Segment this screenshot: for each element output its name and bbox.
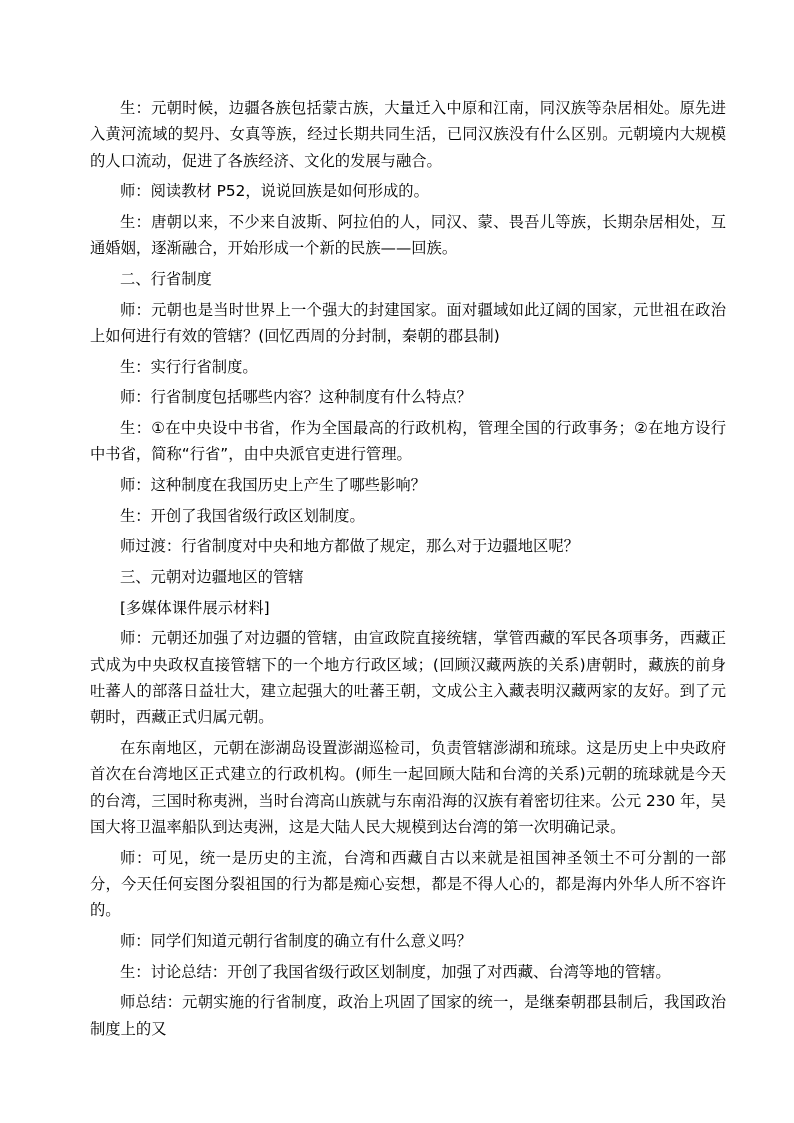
paragraph-7: 师：行省制度包括哪些内容？这种制度有什么特点？ [120,388,472,407]
section-heading-3: 三、元朝对边疆地区的管辖 [120,568,304,587]
paragraph-18: 生：讨论总结：开创了我国省级行政区划制度，加强了对西藏、台湾等地的管辖。 [120,962,671,981]
paragraph-8: 生：①在中央设中书省，作为全国最高的行政机构，管理全国的行政事务；②在地方设行中书省，简称“行省”，由中央派官吏进行管理。 [90,419,726,464]
paragraph-14: 师：元朝还加强了对边疆的管辖，由宣政院直接统辖，掌管西藏的军民各项事务，西藏正式成为中央政权直接管辖下的一个地方行政区域；(回顾汉藏两族的关系)唐朝时，藏族的前身吐蕃人的部落日益壮大，建立起强大的吐蕃王朝，文成公主入藏表明汉藏两家的友好。到了元朝时，西藏正式归属元朝。 [90,629,726,727]
paragraph-5: 师：元朝也是当时世界上一个强大的封建国家。面对疆域如此辽阔的国家，元世祖在政治上如何进行有效的管辖？(回忆西周的分封制，秦朝的郡县制) [90,300,726,345]
document-page [90,95,726,1046]
paragraph-3: 生：唐朝以来，不少来自波斯、阿拉伯的人，同汉、蒙、畏吾儿等族，长期杂居相处，互通婚姻，逐渐融合，开始形成一个新的民族——回族。 [90,212,726,258]
paragraph-9: 师：这种制度在我国历史上产生了哪些影响？ [120,475,426,494]
section-heading-2: 二、行省制度 [120,269,212,288]
paragraph-2: 师：阅读教材 P52，说说回族是如何形成的。 [120,182,429,201]
paragraph-19: 师总结：元朝实施的行省制度，政治上巩固了国家的统一，是继秦朝郡县制后，我国政治制度上的又 [90,993,726,1038]
paragraph-1: 生：元朝时候，边疆各族包括蒙古族，大量迁入中原和江南，同汉族等杂居相处。原先进入黄河流域的契丹、女真等族，经过长期共同生活，已同汉族没有什么区别。元朝境内大规模的人口流动，促进了各族经济、文化的发展与融合。 [90,99,726,170]
paragraph-16: 师：可见，统一是历史的主流，台湾和西藏自古以来就是祖国神圣领土不可分割的一部分，今天任何妄图分裂祖国的行为都是痴心妄想，都是不得人心的，都是海内外华人所不容许的。 [90,848,726,920]
multimedia-note: [多媒体课件展示材料] [120,598,270,617]
paragraph-17: 师：同学们知道元朝行省制度的确立有什么意义吗？ [120,931,472,950]
paragraph-6: 生：实行行省制度。 [120,357,258,376]
paragraph-11: 师过渡：行省制度对中央和地方都做了规定，那么对于边疆地区呢？ [120,537,579,556]
paragraph-10: 生：开创了我国省级行政区划制度。 [120,506,365,525]
paragraph-15: 在东南地区，元朝在澎湖岛设置澎湖巡检司，负责管辖澎湖和琉球。这是历史上中央政府首次在台湾地区正式建立的行政机构。(师生一起回顾大陆和台湾的关系)元朝的琉球就是今天的台湾，三国时称夷洲，当时台湾高山族就与东南沿海的汉族有着密切往来。公元 230 年，吴国大将卫温率船队到达夷洲，这是大陆人民大规模到达台湾的第一次明确记录。 [90,739,726,836]
